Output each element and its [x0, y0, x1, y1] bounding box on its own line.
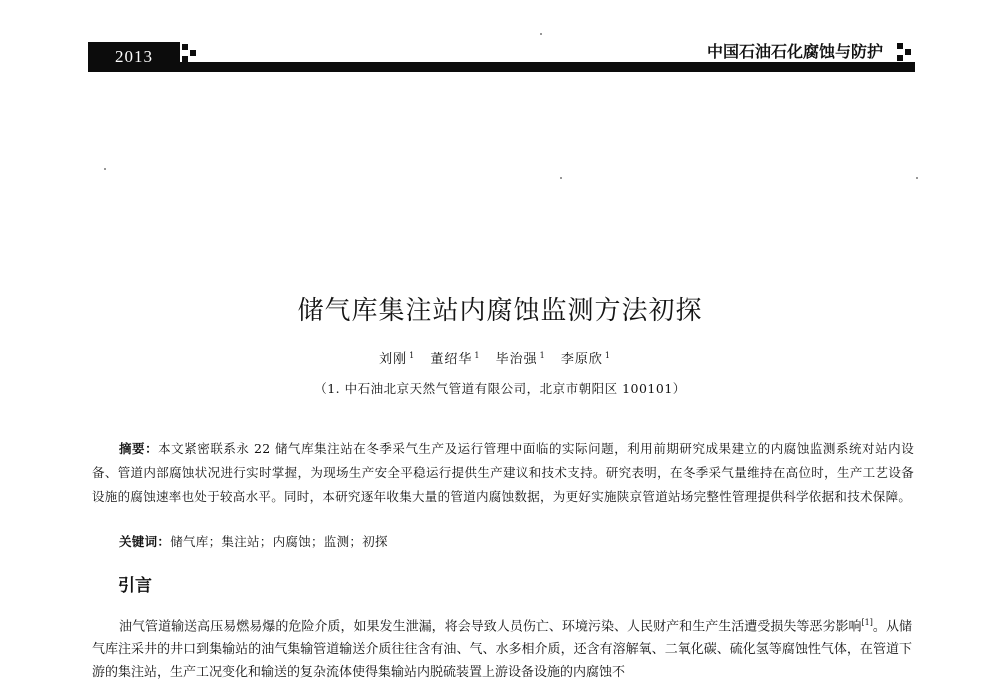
abstract — [92, 437, 914, 509]
body-text-part: 。从储气库注采井的井口到集输站的油气集输管道输送介质往往含有油、气、水多相介质，还含有溶解氧、二氧化碳、硫化氢等腐蚀性气体，在管道下游的集注站，生产工况变化和输送的复杂流体使得集输站内脱硫装置上游设备设施的内腐蚀不 — [92, 619, 912, 681]
abstract-label: 摘要： — [119, 441, 159, 456]
section-heading: 引言 — [118, 576, 152, 596]
author-list — [0, 348, 1000, 367]
year-block — [88, 42, 180, 72]
keywords-label: 关键词： — [119, 534, 171, 549]
author-affiliation-mark: 1 — [604, 350, 611, 360]
author-name: 李原欣 — [560, 352, 603, 367]
citation-reference: [1] — [861, 618, 873, 627]
header-square-decoration — [190, 50, 196, 56]
author-affiliation-mark: 1 — [474, 350, 481, 360]
header-square-decoration — [182, 56, 188, 62]
author-affiliation-mark: 1 — [409, 350, 416, 360]
running-header — [88, 42, 915, 76]
scan-speck — [104, 168, 106, 170]
header-square-decoration — [897, 43, 903, 49]
header-square-decoration — [897, 55, 903, 61]
issue-year: 2013 — [115, 47, 153, 66]
author-name: 毕治强 — [495, 352, 538, 367]
body-text-part: 油气管道输送高压易燃易爆的危险介质，如果发生泄漏，将会导致人员伤亡、环境污染、人民财产和生产生活遭受损失等恶劣影响 — [119, 619, 862, 635]
scan-speck — [916, 177, 918, 179]
abstract-text: 本文紧密联系永 22 储气库集注站在冬季采气生产及运行管理中面临的实际问题，利用前期研究成果建立的内腐蚀监测系统对站内设备、管道内部腐蚀状况进行实时掌握，为现场生产安全平稳运行提供生产建议和技术支持。研究表明，在冬季采气量维持在高位时，生产工艺设备设施的腐蚀速率也处于较高水平。同时，本研究逐年收集大量的管道内腐蚀数据，为更好实施陕京管道站场完整性管理提供科学依据和技术保障。 — [92, 441, 914, 504]
author-affiliation: （1. 中石油北京天然气管道有限公司，北京市朝阳区 100101） — [314, 381, 686, 396]
header-square-decoration — [182, 44, 188, 50]
author-affiliation-mark: 1 — [539, 350, 546, 360]
author-name: 刘刚 — [379, 352, 408, 367]
scan-speck — [540, 33, 542, 35]
keywords-text: 储气库；集注站；内腐蚀；监测；初探 — [170, 534, 388, 549]
header-square-decoration — [905, 49, 911, 55]
header-rule — [88, 62, 915, 72]
scan-speck — [560, 177, 562, 179]
paper-title: 储气库集注站内腐蚀监测方法初探 — [297, 296, 703, 326]
journal-name: 中国石油石化腐蚀与防护 — [699, 39, 883, 62]
body-paragraph — [92, 611, 912, 681]
keywords — [119, 532, 388, 550]
author-name: 董绍华 — [430, 352, 473, 367]
